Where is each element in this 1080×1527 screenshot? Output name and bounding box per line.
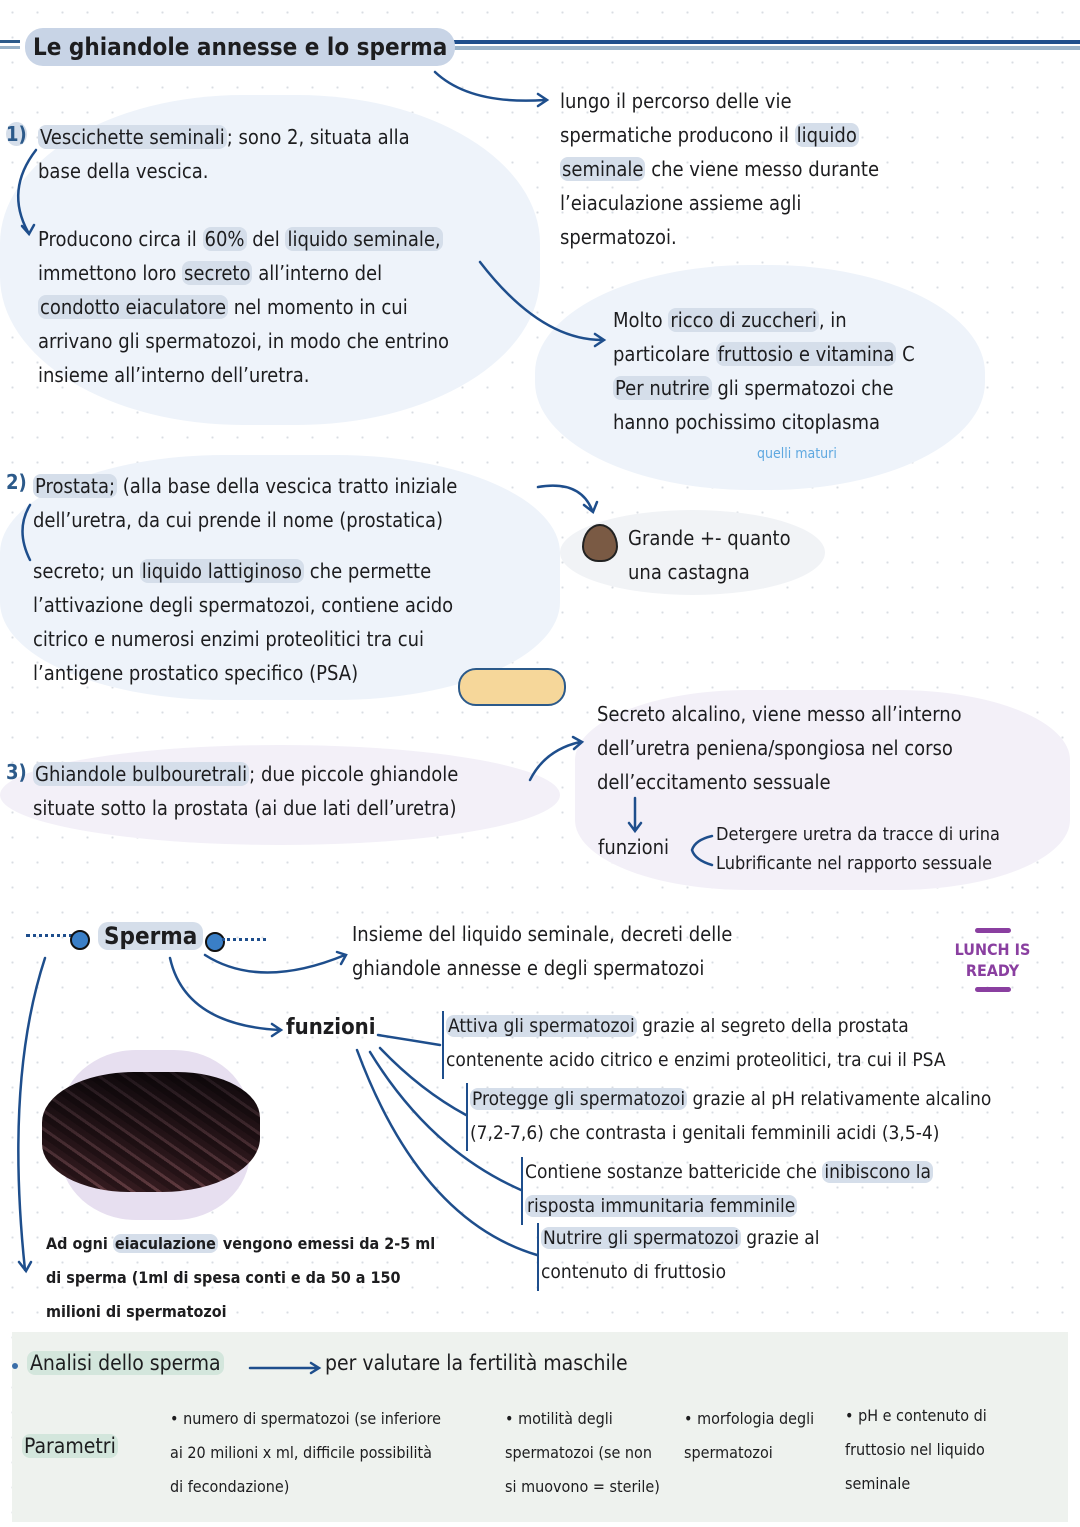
connector [357,1050,537,1255]
highlighted-text: Attiva gli spermatozoi [448,1015,635,1037]
connector [380,1048,466,1115]
text-segment: situate sotto la prostata (ai due lati dell’uretra) [33,796,457,820]
text-segment: (7,2-7,6) che contrasta i genitali femminili acidi (3,5-4) [470,1122,940,1144]
highlighted-text: Prostata; [35,474,116,498]
analisi-heading: Analisi dello sperma [27,1351,224,1375]
connector [370,1052,521,1190]
item-number: 2) [6,470,27,494]
highlighted-text: Per nutrire [615,376,710,400]
text-segment: spermatozoi. [560,225,677,249]
funzioni-label: funzioni [598,835,669,859]
text-segment: che permette [304,559,432,583]
arrow [18,958,45,1271]
arrow [480,262,604,346]
text-segment: Contiene sostanze battericide che [525,1161,823,1183]
text-segment: vengono emessi da 2-5 ml [217,1234,436,1253]
highlighted-text: risposta immunitaria femminile [527,1195,796,1217]
arrow [205,952,346,973]
text-segment: hanno pochissimo citoplasma [613,410,881,434]
text-segment: fruttosio nel liquido [845,1440,985,1459]
highlighted-text: seminale [562,157,644,181]
text-segment: una castagna [628,560,750,584]
highlighted-text: Protegge gli spermatozoi [472,1088,686,1110]
text-segment: l’eiaculazione assieme agli [560,191,802,215]
highlighted-text: condotto eiaculatore [40,295,227,319]
parametri-label: Parametri [24,1434,116,1458]
text-segment: lungo il percorso delle vie [560,89,792,113]
text-segment: Insieme del liquido seminale, decreti delle [352,922,733,946]
connector [378,1035,440,1045]
text-segment: nel momento in cui [228,295,408,319]
highlighted-text: liquido [796,123,857,147]
highlighted-text: fruttosio e vitamina [717,342,895,366]
text-segment: Ad ogni [46,1234,113,1253]
text-segment: citrico e numerosi enzimi proteolitici tra cui [33,627,425,651]
text-segment: secreto; un [33,559,140,583]
text-segment: • numero di spermatozoi (se inferiore [170,1409,441,1428]
arrow [629,798,641,831]
text-segment: Secreto alcalino, viene messo all’interno [597,702,962,726]
text-segment: base della vescica. [38,159,209,183]
text-segment: , in [818,308,847,332]
analisi-goal: per valutare la fertilità maschile [325,1351,628,1375]
highlighted-text: Ghiandole bulbouretrali [35,762,248,786]
highlighted-text: eiaculazione [114,1234,216,1253]
arrow [23,505,31,560]
arrow [435,72,547,106]
text-segment: • pH e contenuto di [845,1406,987,1425]
text-segment: ; sono 2, situata alla [226,125,410,149]
text-segment: che viene messo durante [645,157,880,181]
text-segment: ; due piccole ghiandole [249,762,459,786]
text-segment: dell’eccitamento sessuale [597,770,831,794]
text-segment: l’antigene prostatico specifico (PSA) [33,661,359,685]
highlighted-text: Nutrire gli spermatozoi [543,1227,739,1249]
text-segment: Producono circa il [38,227,203,251]
arrow [538,486,597,512]
text-segment: grazie al [740,1227,820,1249]
quelli-maturi-note: quelli maturi [757,446,837,462]
text-segment: gli spermatozoi che [711,376,894,400]
text-segment: Grande +- quanto [628,526,791,550]
page-title: Le ghiandole annesse e lo sperma [25,28,455,66]
lunch-text: READY [965,961,1020,980]
text-segment: spermatiche producono il [560,123,795,147]
text-segment: Molto [613,308,669,332]
text-segment: del [246,227,286,251]
text-segment: contenuto di fruttosio [541,1261,727,1283]
arrow [170,958,281,1036]
text-segment: milioni di spermatozoi [46,1302,227,1321]
text-segment: arrivano gli spermatozoi, in modo che entrino [38,329,450,353]
text-segment: spermatozoi [684,1443,773,1462]
highlighted-text: liquido seminale, [287,227,441,251]
text-segment: • motilità degli [505,1409,613,1428]
text-segment: (alla base della vescica tratto iniziale [117,474,458,498]
lunch-text: LUNCH IS [954,940,1031,959]
text-segment: particolare [613,342,716,366]
text-segment: grazie al pH relativamente alcalino [687,1088,992,1110]
text-segment: seminale [845,1474,911,1493]
text-segment: di fecondazione) [170,1477,290,1496]
text-segment: insieme all’interno dell’uretra. [38,363,310,387]
text-segment: l’attivazione degli spermatozoi, contiene acido [33,593,454,617]
item-number: 1) [6,122,27,146]
funzioni-sperma-label: funzioni [286,1015,376,1040]
text-segment: ghiandole annesse e degli spermatozoi [352,956,705,980]
text-segment: • morfologia degli [684,1409,815,1428]
text-segment: dell’uretra, da cui prende il nome (prostatica) [33,508,444,532]
text-segment: immettono loro [38,261,183,285]
function-option: Detergere uretra da tracce di urina [716,824,1000,845]
text-segment: ai 20 milioni x ml, difficile possibilità [170,1443,432,1462]
text-segment: C [896,342,915,366]
highlighted-text: inibiscono la [824,1161,931,1183]
text-segment: all’interno del [252,261,383,285]
arrow [530,737,582,780]
highlighted-text: secreto [184,261,251,285]
text-segment: di sperma (1ml di spesa conti e da 50 a 150 [46,1268,401,1287]
brace [692,836,712,865]
function-option: Lubrificante nel rapporto sessuale [716,853,993,874]
highlighted-text: 60% [204,227,245,251]
highlighted-text: liquido lattiginoso [141,559,303,583]
item-number: 3) [6,760,27,784]
arrow [18,150,36,234]
highlighted-text: Vescichette seminali [40,125,225,149]
text-segment: dell’uretra peniena/spongiosa nel corso [597,736,953,760]
text-segment: grazie al segreto della prostata [636,1015,909,1037]
text-segment: contenente acido citrico e enzimi proteolitici, tra cui il PSA [446,1049,946,1071]
highlighted-text: ricco di zuccheri [670,308,817,332]
text-segment: si muovono = sterile) [505,1477,660,1496]
text-segment: spermatozoi (se non [505,1443,652,1462]
arrow [250,1363,319,1373]
sperma-heading: Sperma [98,922,203,950]
